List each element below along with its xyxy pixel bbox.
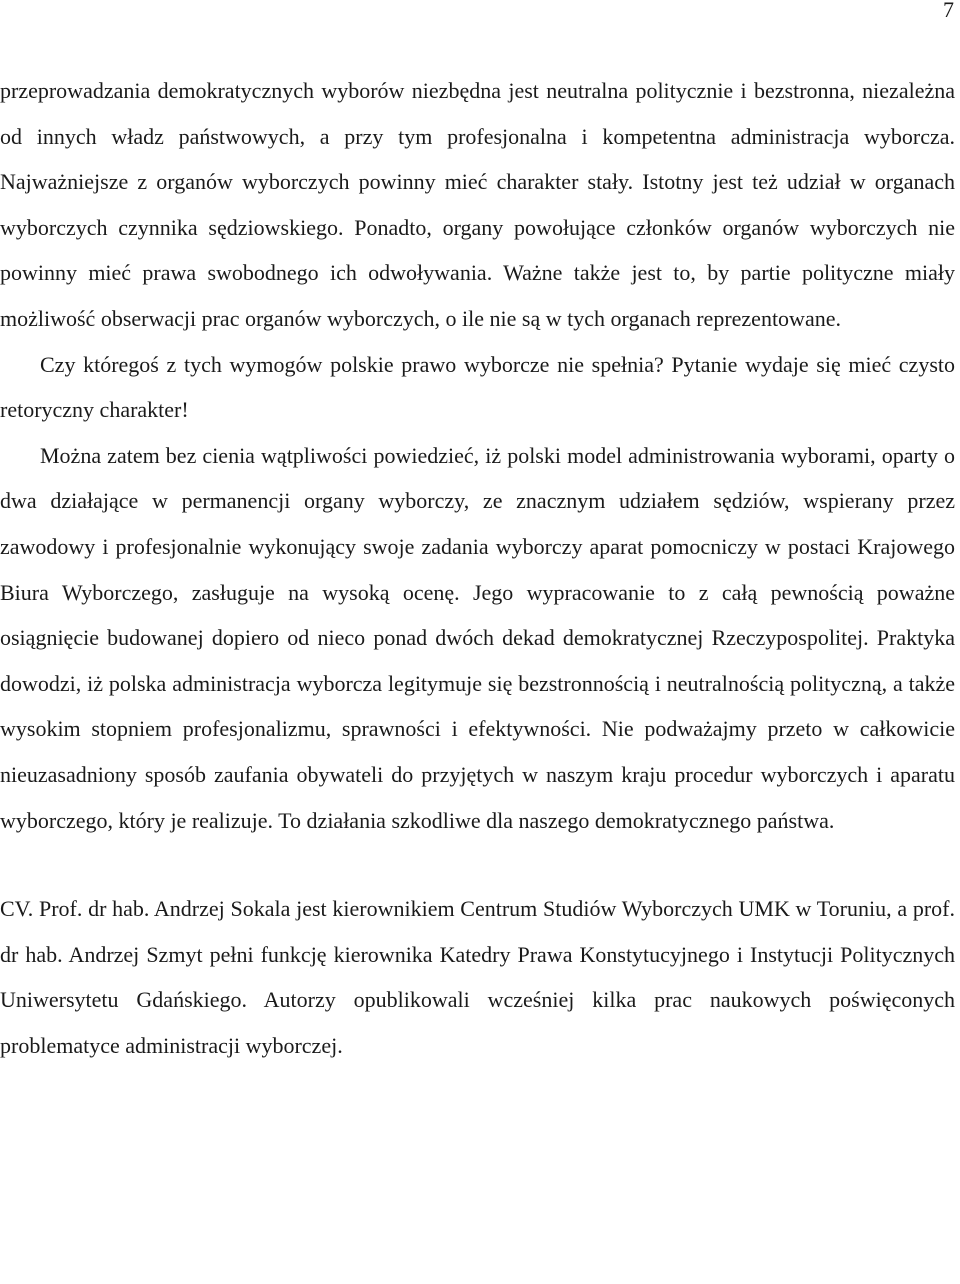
paragraph-rhetorical-question: Czy któregoś z tych wymogów polskie prawo wyborcze nie spełnia? Pytanie wydaje się mieć czysto retoryczny charakter! bbox=[0, 351, 955, 423]
paragraph-administration-requirements: przeprowadzania demokratycznych wyborów niezbędna jest neutralna politycznie i bezstronna, niezależna od innych władz państwowych, a przy tym profesjonalna i kompetentna administracja wyborcza. Najważniejsze z organów wyborczych powinny mieć charakter stały. Istotny jest też udział w organach wyborczych czynnika sędziowskiego. Ponadto, organy powołujące członków organów wyborczych nie powinny mieć prawa swobodnego ich odwoływania. Ważne także jest to, by partie polityczne miały możliwość obserwacji prac organów wyborczych, o ile nie są w tych organach reprezentowane. bbox=[0, 78, 955, 331]
paragraph-conclusion: Można zatem bez cienia wątpliwości powiedzieć, iż polski model administrowania wyborami, oparty o dwa działające w permanencji organy wyborczy, ze znacznym udziałem sędziów, wspierany przez zawodowy i profesjonalnie wykonujący swoje zadania wyborczy aparat pomocniczy w postaci Krajowego Biura Wyborczego, zasługuje na wysoką ocenę. Jego wypracowanie to z całą pewnością poważne osiągnięcie budowanej dopiero od nieco ponad dwóch dekad demokratycznej Rzeczypospolitej. Praktyka dowodzi, iż polska administracja wyborcza legitymuje się bezstronnością i neutralnością polityczną, a także wysokim stopniem profesjonalizmu, sprawności i efektywności. Nie podważajmy przeto w całkowicie nieuzasadniony sposób zaufania obywateli do przyjętych w naszym kraju procedur wyborczych i aparatu wyborczego, który je realizuje. To działania szkodliwe dla naszego demokratycznego państwa. bbox=[0, 442, 955, 833]
page-number: 7 bbox=[943, 0, 954, 22]
author-cv: CV. Prof. dr hab. Andrzej Sokala jest kierownikiem Centrum Studiów Wyborczych UMK w Toruniu, a prof. dr hab. Andrzej Szmyt pełni funkcję kierownika Katedry Prawa Konstytucyjnego i Instytucji Politycznych Uniwersytetu Gdańskiego. Autorzy opublikowali wcześniej kilka prac naukowych poświęconych problematyce administracji wyborczej. bbox=[0, 896, 955, 1058]
document-body bbox=[0, 68, 955, 1068]
